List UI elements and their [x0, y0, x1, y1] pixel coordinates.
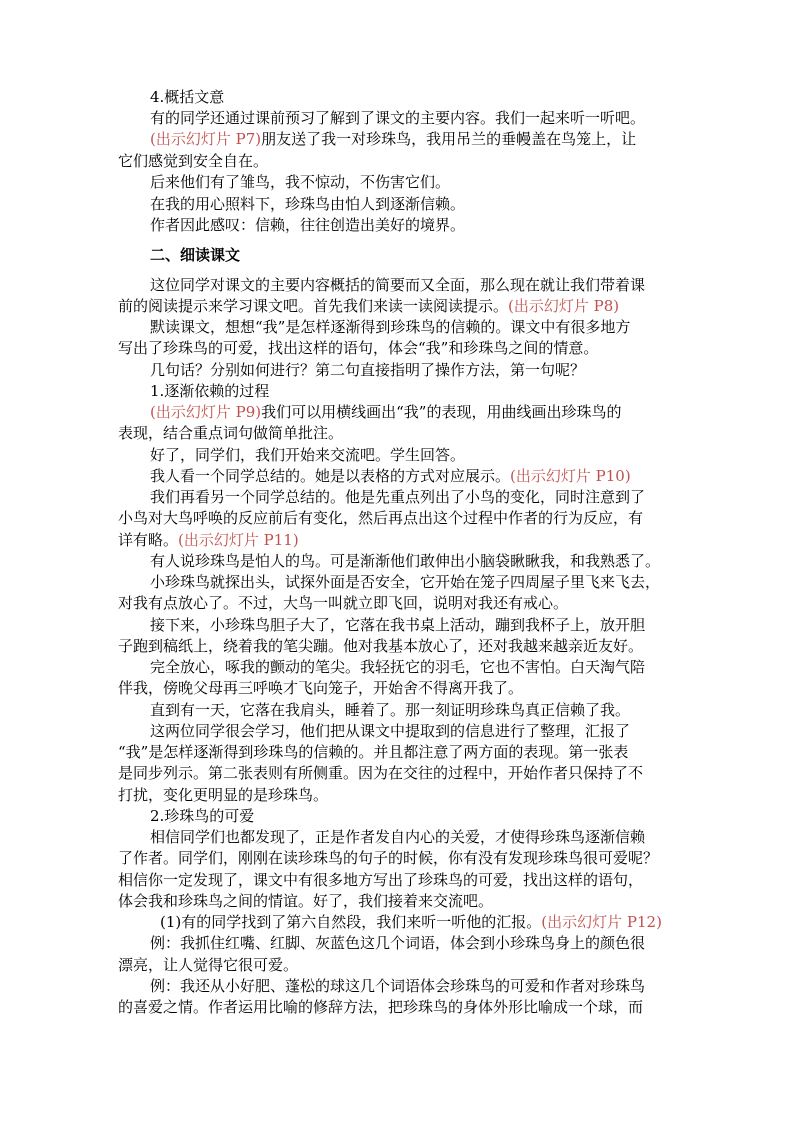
text-line [150, 552, 660, 570]
text-line [150, 934, 645, 952]
slide-reference: (出示幻灯片 P10) [510, 467, 631, 485]
text-line [118, 743, 628, 761]
text-run: 前的阅读提示来学习课文吧。首先我们来读一读阅读提示。 [118, 297, 509, 315]
text-line [150, 616, 645, 634]
text-run: 是同步列示。第二张表则有所侧重。因为在交往的过程中，开始作者只保持了不 [118, 764, 644, 782]
text-run: 写出了珍珠鸟的可爱，找出这样的语句，体会“我”和珍珠鸟之间的情意。 [118, 339, 599, 357]
text-run: 在我的用心照料下，珍珠鸟由怕人到逐渐信赖。 [150, 195, 466, 213]
text-line [160, 913, 662, 931]
section-heading [150, 246, 240, 264]
text-run: (1)有的同学找到了第六自然段，我们来听一听他的汇报。 [160, 913, 542, 931]
text-line [150, 828, 645, 846]
text-run: 好了，同学们，我们开始来交流吧。学生回答。 [150, 446, 466, 464]
text-run: 伴我，傍晚父母再三呼唤才飞向笼子，开始舍不得离开我了。 [118, 679, 524, 697]
text-run: 我们再看另一个同学总结的。他是先重点列出了小鸟的变化，同时注意到了 [150, 488, 646, 506]
text-run: 的喜爱之情。作者运用比喻的修辞方法，把珍珠鸟的身体外形比喻成一个球，而 [118, 998, 644, 1016]
text-line [150, 382, 269, 400]
text-line [118, 531, 299, 549]
text-run: 4.概括文意 [150, 88, 225, 106]
text-line [150, 658, 645, 676]
text-line [118, 786, 328, 804]
text-run: 小鸟对大鸟呼唤的反应前后有变化，然后再点出这个过程中作者的行为反应，有 [118, 509, 644, 527]
text-line [150, 573, 660, 591]
slide-reference: (出示幻灯片 P9) [150, 403, 262, 421]
text-run: 表现，结合重点词句做简单批注。 [118, 424, 344, 442]
text-run: 我们可以用横线画出“我”的表现，用曲线画出珍珠鸟的 [261, 403, 622, 421]
text-line [118, 998, 643, 1016]
text-line [150, 467, 631, 485]
text-run: 默读课文，想想“我”是怎样逐渐得到珍珠鸟的信赖的。课文中有很多地方 [150, 318, 631, 336]
text-run: 后来他们有了雏鸟，我不惊动，不伤害它们。 [150, 173, 451, 191]
text-line [118, 509, 643, 527]
text-line [150, 216, 465, 234]
slide-reference: (出示幻灯片 P12) [541, 913, 662, 931]
text-line [118, 849, 658, 867]
text-run: 相信你一定发现了，课文中有很多地方写出了珍珠鸟的可爱，找出这样的语句， [118, 871, 644, 889]
text-run: 作者因此感叹：信赖，往往创造出美好的境界。 [150, 216, 466, 234]
slide-reference: (出示幻灯片 P7) [150, 130, 262, 148]
text-run: 我人看一个同学总结的。她是以表格的方式对应展示。 [150, 467, 511, 485]
text-run: 直到有一天，它落在我肩头，睡着了。那一刻证明珍珠鸟真正信赖了我。 [150, 701, 631, 719]
text-run: 完全放心，啄我的颤动的笔尖。我轻抚它的羽毛，它也不害怕。白天淘气陪 [150, 658, 646, 676]
text-line [118, 892, 493, 910]
text-line [118, 339, 598, 357]
text-line [118, 297, 619, 315]
slide-reference: (出示幻灯片 P8) [508, 297, 620, 315]
text-run: 接下来，小珍珠鸟胆子大了，它落在我书桌上活动，蹦到我杯子上，放开胆 [150, 616, 646, 634]
text-line [150, 173, 450, 191]
text-run: 漂亮，让人觉得它很可爱。 [118, 956, 299, 974]
text-run: 详有略。 [118, 531, 179, 549]
text-run: 有的同学还通过课前预习了解到了课文的主要内容。我们一起来听一听吧。 [150, 109, 646, 127]
text-line [150, 701, 630, 719]
slide-reference: (出示幻灯片 P11) [178, 531, 299, 549]
text-run: 它们感觉到安全自在。 [118, 152, 269, 170]
text-line [150, 109, 645, 127]
text-run: 有人说珍珠鸟是怕人的鸟。可是渐渐他们敢伸出小脑袋瞅瞅我，和我熟悉了。 [150, 552, 661, 570]
text-line [118, 152, 268, 170]
text-line [150, 195, 465, 213]
text-run: 二、细读课文 [150, 246, 241, 264]
text-line [118, 637, 643, 655]
text-line [118, 594, 568, 612]
text-line [150, 361, 585, 379]
text-run: 1.逐渐依赖的过程 [150, 382, 270, 400]
text-line [118, 956, 298, 974]
text-run: 例：我还从小好肥、蓬松的球这几个词语体会珍珠鸟的可爱和作者对珍珠鸟 [150, 977, 646, 995]
text-run: 相信同学们也都发现了，正是作者发自内心的关爱，才使得珍珠鸟逐渐信赖 [150, 828, 646, 846]
text-line [150, 318, 630, 336]
text-run: 体会我和珍珠鸟之间的情谊。好了，我们接着来交流吧。 [118, 892, 494, 910]
text-run: 2.珍珠鸟的可爱 [150, 807, 255, 825]
text-line [150, 446, 465, 464]
text-run: 小珍珠鸟就探出头，试探外面是否安全，它开始在笼子四周屋子里飞来飞去， [150, 573, 661, 591]
text-run: 几句话？分别如何进行？第二句直接指明了操作方法，第一句呢？ [150, 361, 586, 379]
text-run: 例：我抓住红嘴、红脚、灰蓝色这几个词语，体会到小珍珠鸟身上的颜色很 [150, 934, 646, 952]
text-line [118, 424, 343, 442]
text-run: 子跑到稿纸上，绕着我的笔尖蹦。他对我基本放心了，还对我越来越亲近友好。 [118, 637, 644, 655]
text-run: 了作者。同学们，刚刚在读珍珠鸟的句子的时候，你有没有发现珍珠鸟很可爱呢？ [118, 849, 659, 867]
text-line [118, 764, 643, 782]
text-line [150, 88, 224, 106]
text-run: 这位同学对课文的主要内容概括的简要而又全面，那么现在就让我们带着课 [150, 276, 646, 294]
text-line [118, 871, 643, 889]
text-line [150, 807, 254, 825]
text-line [150, 722, 630, 740]
text-run: 对我有点放心了。不过，大鸟一叫就立即飞回，说明对我还有戒心。 [118, 594, 569, 612]
text-run: 这两位同学很会学习，他们把从课文中提取到的信息进行了整理，汇报了 [150, 722, 631, 740]
text-line [150, 276, 645, 294]
text-line [150, 130, 636, 148]
text-line [150, 403, 621, 421]
text-run: 打扰，变化更明显的是珍珠鸟。 [118, 786, 329, 804]
text-line [118, 679, 523, 697]
text-line [150, 488, 645, 506]
text-run: 朋友送了我一对珍珠鸟，我用吊兰的垂幔盖在鸟笼上，让 [261, 130, 637, 148]
text-line [150, 977, 645, 995]
text-run: “我”是怎样逐渐得到珍珠鸟的信赖的。并且都注意了两方面的表现。第一张表 [118, 743, 629, 761]
